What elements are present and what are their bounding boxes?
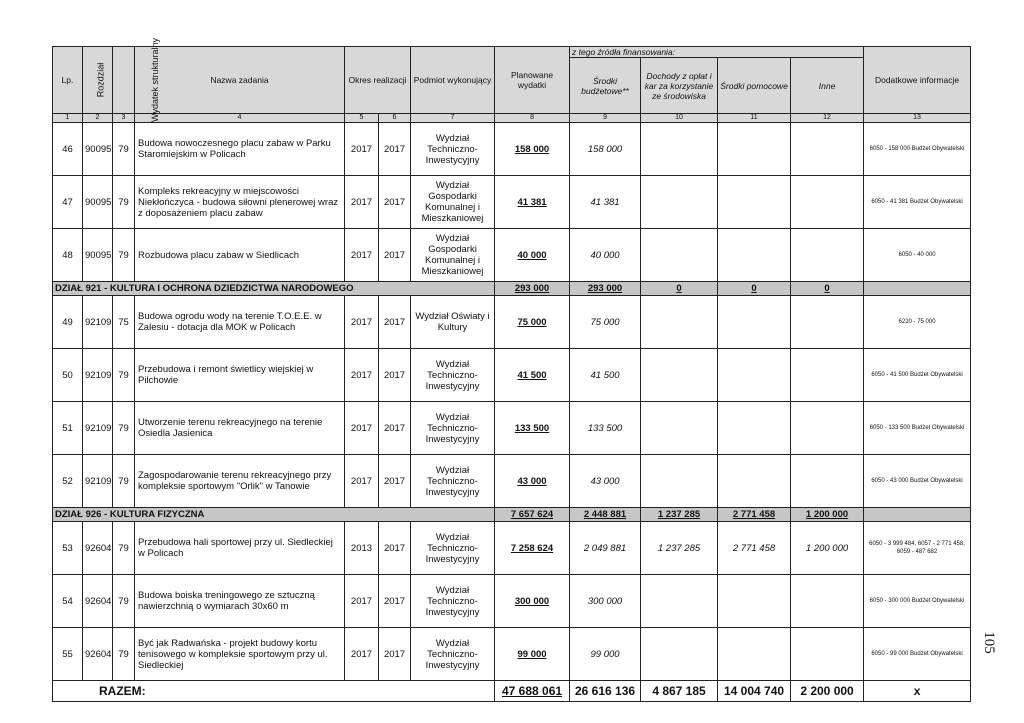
cell-rozdzial: 92604: [83, 522, 113, 575]
budget-table-sheet: [52, 38, 970, 702]
razem-info: x: [864, 681, 971, 702]
cell-info: 6050 - 158 000 Budżet Obywatelski: [864, 123, 971, 176]
cell-planowane: 75 000: [495, 296, 570, 349]
column-number: 9: [570, 114, 641, 123]
cell-dochody: [641, 628, 718, 681]
cell-wydatek: 79: [113, 402, 135, 455]
cell-okres-od: 2017: [345, 628, 379, 681]
cell-info: 6050 - 3 999 484, 6057 - 2 771 458, 6059 - 487 682: [864, 522, 971, 575]
cell-okres-do: 2017: [379, 229, 411, 282]
cell-wydatek: 75: [113, 296, 135, 349]
cell-okres-do: 2017: [379, 296, 411, 349]
cell-budzetowe: 40 000: [570, 229, 641, 282]
cell-okres-od: 2017: [345, 402, 379, 455]
cell-budzetowe: 2 049 881: [570, 522, 641, 575]
dzial-926-dochody: 1 237 285: [641, 508, 718, 522]
razem-inne: 2 200 000: [791, 681, 864, 702]
cell-inne: [791, 229, 864, 282]
column-number: 10: [641, 114, 718, 123]
cell-okres-do: 2017: [379, 455, 411, 508]
cell-wydatek: 79: [113, 455, 135, 508]
cell-nazwa: Utworzenie terenu rekreacyjnego na terenie Osiedla Jasienica: [135, 402, 345, 455]
table-row: [53, 522, 971, 575]
cell-inne: [791, 349, 864, 402]
cell-inne: [791, 296, 864, 349]
header-podmiot: Podmiot wykonujący: [411, 47, 495, 114]
table-row: [53, 123, 971, 176]
cell-budzetowe: 41 500: [570, 349, 641, 402]
cell-inne: [791, 628, 864, 681]
cell-rozdzial: 90095: [83, 123, 113, 176]
cell-info: 6050 - 41 500 Budżet Obywatelski: [864, 349, 971, 402]
column-number: 11: [718, 114, 791, 123]
cell-wydatek: 79: [113, 229, 135, 282]
cell-info: 6050 - 99 000 Budżet Obywatelski: [864, 628, 971, 681]
cell-podmiot: Wydział Techniczno-Inwestycyjny: [411, 522, 495, 575]
cell-planowane: 41 500: [495, 349, 570, 402]
dzial-926-pomocowe: 2 771 458: [718, 508, 791, 522]
header-srodki-budzetowe: Środki budżetowe**: [570, 58, 641, 114]
table-row: [53, 229, 971, 282]
cell-budzetowe: 300 000: [570, 575, 641, 628]
dzial-921-summary-row: [53, 282, 971, 296]
table-row: [53, 455, 971, 508]
cell-lp: 49: [53, 296, 83, 349]
cell-wydatek: 79: [113, 575, 135, 628]
column-number: 6: [379, 114, 411, 123]
cell-inne: 1 200 000: [791, 522, 864, 575]
header-dochody: Dochody z opłat i kar za korzystanie ze środowiska: [641, 58, 718, 114]
cell-rozdzial: 92604: [83, 575, 113, 628]
header-dodatkowe: Dodatkowe informacje: [864, 47, 971, 114]
dzial-921-dochody: 0: [641, 282, 718, 296]
table-row: [53, 296, 971, 349]
cell-rozdzial: 92109: [83, 296, 113, 349]
cell-dochody: [641, 575, 718, 628]
cell-inne: [791, 123, 864, 176]
cell-okres-od: 2017: [345, 455, 379, 508]
column-number: 5: [345, 114, 379, 123]
cell-podmiot: Wydział Techniczno-Inwestycyjny: [411, 349, 495, 402]
cell-nazwa: Budowa ogrodu wody na terenie T.O.E.E. w Zalesiu - dotacja dla MOK w Policach: [135, 296, 345, 349]
cell-inne: [791, 176, 864, 229]
cell-inne: [791, 455, 864, 508]
cell-info: 6050 - 43 000 Budżet Obywatelski: [864, 455, 971, 508]
cell-info: 6050 - 40 000: [864, 229, 971, 282]
cell-okres-do: 2017: [379, 402, 411, 455]
dzial-926-summary-row: [53, 508, 971, 522]
cell-planowane: 41 381: [495, 176, 570, 229]
dzial-926-info: [864, 508, 971, 522]
cell-wydatek: 79: [113, 123, 135, 176]
cell-dochody: [641, 229, 718, 282]
cell-nazwa: Rozbudowa placu zabaw w Siedlicach: [135, 229, 345, 282]
cell-okres-do: 2017: [379, 575, 411, 628]
cell-wydatek: 79: [113, 349, 135, 402]
dzial-926-budzetowe: 2 448 881: [570, 508, 641, 522]
razem-total-row: [53, 681, 971, 702]
cell-budzetowe: 41 381: [570, 176, 641, 229]
cell-info: 6220 - 75 000: [864, 296, 971, 349]
cell-nazwa: Przebudowa hali sportowej przy ul. Siedleckiej w Policach: [135, 522, 345, 575]
cell-pomocowe: [718, 176, 791, 229]
cell-pomocowe: [718, 575, 791, 628]
cell-rozdzial: 92604: [83, 628, 113, 681]
header-srodki-pomocowe: Środki pomocowe: [718, 58, 791, 114]
cell-inne: [791, 575, 864, 628]
cell-nazwa: Przebudowa i remont świetlicy wiejskiej w Pilchowie: [135, 349, 345, 402]
cell-budzetowe: 43 000: [570, 455, 641, 508]
dzial-921-info: [864, 282, 971, 296]
cell-pomocowe: [718, 628, 791, 681]
cell-info: 6050 - 300 000 Budżet Obywatelski: [864, 575, 971, 628]
header-inne: Inne: [791, 58, 864, 114]
column-number: 12: [791, 114, 864, 123]
cell-podmiot: Wydział Techniczno-Inwestycyjny: [411, 575, 495, 628]
column-number: 1: [53, 114, 83, 123]
cell-info: 6050 - 41 381 Budżet Obywatelski: [864, 176, 971, 229]
razem-label: RAZEM:: [53, 681, 495, 702]
cell-lp: 55: [53, 628, 83, 681]
column-number: 7: [411, 114, 495, 123]
cell-pomocowe: [718, 123, 791, 176]
cell-okres-do: 2017: [379, 123, 411, 176]
investment-table: [52, 38, 971, 702]
razem-pomocowe: 14 004 740: [718, 681, 791, 702]
cell-pomocowe: [718, 402, 791, 455]
cell-okres-do: 2017: [379, 628, 411, 681]
cell-okres-od: 2017: [345, 176, 379, 229]
table-row: [53, 628, 971, 681]
cell-budzetowe: 133 500: [570, 402, 641, 455]
cell-pomocowe: [718, 349, 791, 402]
dzial-926-label: DZIAŁ 926 - KULTURA FIZYCZNA: [53, 508, 495, 522]
cell-rozdzial: 90095: [83, 229, 113, 282]
cell-lp: 54: [53, 575, 83, 628]
cell-planowane: 300 000: [495, 575, 570, 628]
cell-podmiot: Wydział Techniczno-Inwestycyjny: [411, 123, 495, 176]
cell-okres-od: 2017: [345, 229, 379, 282]
cell-okres-od: 2017: [345, 296, 379, 349]
table-row: [53, 349, 971, 402]
header-nazwa: Nazwa zadania: [135, 47, 345, 114]
cell-dochody: [641, 402, 718, 455]
cell-lp: 53: [53, 522, 83, 575]
cell-planowane: 7 258 624: [495, 522, 570, 575]
cell-nazwa: Być jak Radwańska - projekt budowy kortu tenisowego w kompleksie sportowym przy ul. Siedleckiej: [135, 628, 345, 681]
column-number: 2: [83, 114, 113, 123]
cell-nazwa: Budowa boiska treningowego ze sztuczną nawierzchnią o wymiarach 30x60 m: [135, 575, 345, 628]
cell-okres-do: 2017: [379, 176, 411, 229]
razem-planowane: 47 688 061: [495, 681, 570, 702]
cell-budzetowe: 99 000: [570, 628, 641, 681]
cell-podmiot: Wydział Techniczno-Inwestycyjny: [411, 455, 495, 508]
dzial-921-pomocowe: 0: [718, 282, 791, 296]
cell-podmiot: Wydział Gospodarki Komunalnej i Mieszkaniowej: [411, 229, 495, 282]
header-planowane: Planowane wydatki: [495, 47, 570, 114]
cell-pomocowe: [718, 229, 791, 282]
column-number: 3: [113, 114, 135, 123]
dzial-921-planowane: 293 000: [495, 282, 570, 296]
table-row: [53, 402, 971, 455]
header-okres: Okres realizacji: [345, 47, 411, 114]
header-lp: Lp.: [53, 47, 83, 114]
cell-pomocowe: [718, 296, 791, 349]
dzial-926-planowane: 7 657 624: [495, 508, 570, 522]
column-number: 4: [135, 114, 345, 123]
table-row: [53, 176, 971, 229]
razem-dochody: 4 867 185: [641, 681, 718, 702]
dzial-921-budzetowe: 293 000: [570, 282, 641, 296]
cell-pomocowe: [718, 455, 791, 508]
cell-dochody: [641, 176, 718, 229]
cell-rozdzial: 92109: [83, 455, 113, 508]
cell-okres-do: 2017: [379, 522, 411, 575]
cell-podmiot: Wydział Techniczno-Inwestycyjny: [411, 402, 495, 455]
razem-budzetowe: 26 616 136: [570, 681, 641, 702]
header-rozdzial: Rozdział: [83, 47, 113, 114]
cell-planowane: 40 000: [495, 229, 570, 282]
cell-okres-do: 2017: [379, 349, 411, 402]
cell-podmiot: Wydział Gospodarki Komunalnej i Mieszkaniowej: [411, 176, 495, 229]
cell-inne: [791, 402, 864, 455]
cell-lp: 48: [53, 229, 83, 282]
cell-dochody: [641, 296, 718, 349]
cell-rozdzial: 92109: [83, 349, 113, 402]
column-numbers-row: [53, 114, 971, 123]
column-number: 13: [864, 114, 971, 123]
cell-lp: 52: [53, 455, 83, 508]
cell-planowane: 158 000: [495, 123, 570, 176]
cell-planowane: 43 000: [495, 455, 570, 508]
cell-wydatek: 79: [113, 176, 135, 229]
cell-wydatek: 79: [113, 522, 135, 575]
cell-okres-od: 2017: [345, 575, 379, 628]
cell-dochody: [641, 349, 718, 402]
cell-lp: 47: [53, 176, 83, 229]
cell-planowane: 99 000: [495, 628, 570, 681]
dzial-926-inne: 1 200 000: [791, 508, 864, 522]
cell-lp: 50: [53, 349, 83, 402]
cell-wydatek: 79: [113, 628, 135, 681]
dzial-921-label: DZIAŁ 921 - KULTURA I OCHRONA DZIEDZICTWA NARODOWEGO: [53, 282, 495, 296]
cell-podmiot: Wydział Oświaty i Kultury: [411, 296, 495, 349]
cell-rozdzial: 90095: [83, 176, 113, 229]
cell-pomocowe: 2 771 458: [718, 522, 791, 575]
header-z-tego: z tego źródła finansowania:: [570, 47, 864, 58]
cell-nazwa: Zagospodarowanie terenu rekreacyjnego przy kompleksie sportowym "Orlik" w Tanowie: [135, 455, 345, 508]
cell-dochody: [641, 455, 718, 508]
cell-nazwa: Kompleks rekreacyjny w miejscowości Niekłończyca - budowa siłowni plenerowej wraz z doposażeniem placu zabaw: [135, 176, 345, 229]
page-number: 105: [980, 631, 997, 654]
cell-nazwa: Budowa nowoczesnego placu zabaw w Parku Staromiejskim w Policach: [135, 123, 345, 176]
cell-lp: 51: [53, 402, 83, 455]
header-wydatek: Wydatek strukturalny: [113, 47, 135, 114]
dzial-921-inne: 0: [791, 282, 864, 296]
cell-dochody: [641, 123, 718, 176]
cell-dochody: 1 237 285: [641, 522, 718, 575]
cell-okres-od: 2013: [345, 522, 379, 575]
cell-info: 6050 - 133 500 Budżet Obywatelski: [864, 402, 971, 455]
cell-budzetowe: 75 000: [570, 296, 641, 349]
cell-budzetowe: 158 000: [570, 123, 641, 176]
cell-okres-od: 2017: [345, 349, 379, 402]
column-number: 8: [495, 114, 570, 123]
cell-rozdzial: 92109: [83, 402, 113, 455]
cell-podmiot: Wydział Techniczno-Inwestycyjny: [411, 628, 495, 681]
cell-lp: 46: [53, 123, 83, 176]
table-row: [53, 575, 971, 628]
cell-planowane: 133 500: [495, 402, 570, 455]
cell-okres-od: 2017: [345, 123, 379, 176]
